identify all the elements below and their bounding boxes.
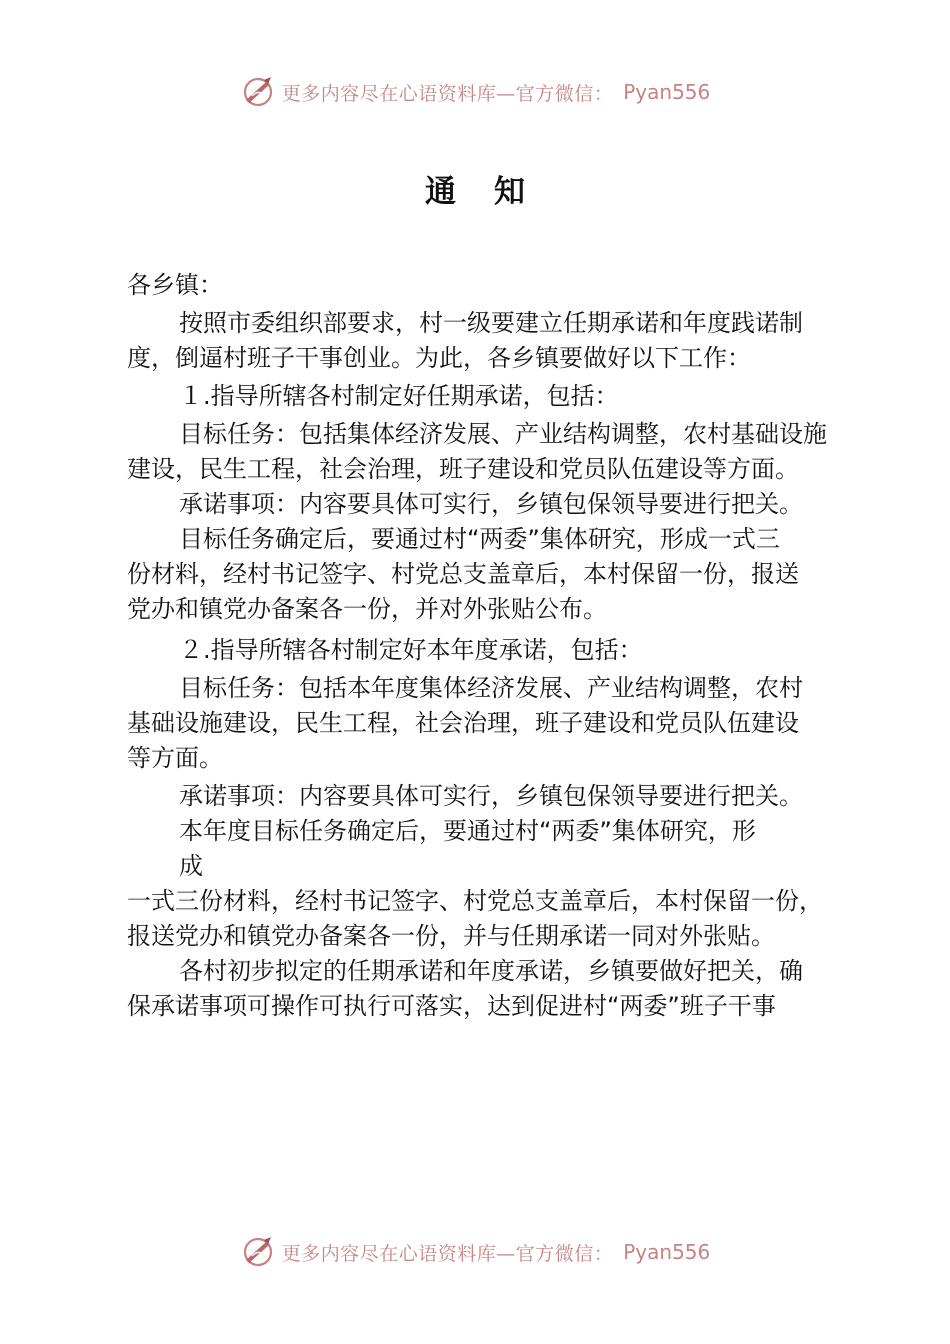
paragraph-line: 承诺事项：内容要具体可实行，乡镇包保领导要进行把关。 xyxy=(179,782,803,810)
paragraph-line: 承诺事项：内容要具体可实行，乡镇包保领导要进行把关。 xyxy=(179,490,803,518)
paragraph-line: 目标任务确定后，要通过村“两委”集体研究，形成一式三 xyxy=(179,525,780,553)
watermark-header xyxy=(0,72,950,112)
paragraph-line: 目标任务：包括本年度集体经济发展、产业结构调整，农村 xyxy=(179,674,803,702)
document-body xyxy=(127,268,847,1024)
paragraph-line: 各村初步拟定的任期承诺和年度承诺，乡镇要做好把关，确 xyxy=(179,957,803,985)
document-title: 通知 xyxy=(425,174,563,210)
watermark-text: 更多内容尽在心语资料库—官方微信： xyxy=(281,82,614,105)
paragraph-line: 本年度目标任务确定后，要通过村“两委”集体研究，形 xyxy=(179,817,756,845)
watermark-wechat-id: Pyan556 xyxy=(623,1240,711,1264)
watermark-wechat-id: Pyan556 xyxy=(623,80,711,104)
watermark-footer xyxy=(0,1232,950,1272)
paragraph-line: 份材料，经村书记签字、村党总支盖章后，本村保留一份，报送 xyxy=(127,560,799,588)
paragraph-line: 成 xyxy=(179,852,203,880)
paragraph-line: 度，倒逼村班子干事创业。为此，各乡镇要做好以下工作： xyxy=(127,344,751,372)
salutation: 各乡镇： xyxy=(127,271,223,299)
watermark-text: 更多内容尽在心语资料库—官方微信： xyxy=(281,1242,614,1265)
paragraph-line: 等方面。 xyxy=(127,744,223,772)
section-heading-2: ２.指导所辖各村制定好本年度承诺，包括： xyxy=(179,636,643,664)
paragraph-line: 报送党办和镇党办备案各一份，并与任期承诺一同对外张贴。 xyxy=(127,922,775,950)
section-heading-1: １.指导所辖各村制定好任期承诺，包括： xyxy=(179,382,619,410)
paragraph-line: 一式三份材料，经村书记签字、村党总支盖章后，本村保留一份， xyxy=(127,887,823,915)
paragraph-line: 党办和镇党办备案各一份，并对外张贴公布。 xyxy=(127,595,607,623)
paragraph-line: 目标任务：包括集体经济发展、产业结构调整，农村基础设施 xyxy=(179,420,827,448)
paragraph-line: 建设，民生工程，社会治理，班子建设和党员队伍建设等方面。 xyxy=(127,455,799,483)
pen-logo-icon xyxy=(240,1234,276,1270)
pen-logo-icon xyxy=(240,74,276,110)
paragraph-line: 基础设施建设，民生工程，社会治理，班子建设和党员队伍建设 xyxy=(127,709,799,737)
paragraph-line: 按照市委组织部要求，村一级要建立任期承诺和年度践诺制 xyxy=(179,309,803,337)
paragraph-line: 保承诺事项可操作可执行可落实，达到促进村“两委”班子干事 xyxy=(127,992,776,1020)
